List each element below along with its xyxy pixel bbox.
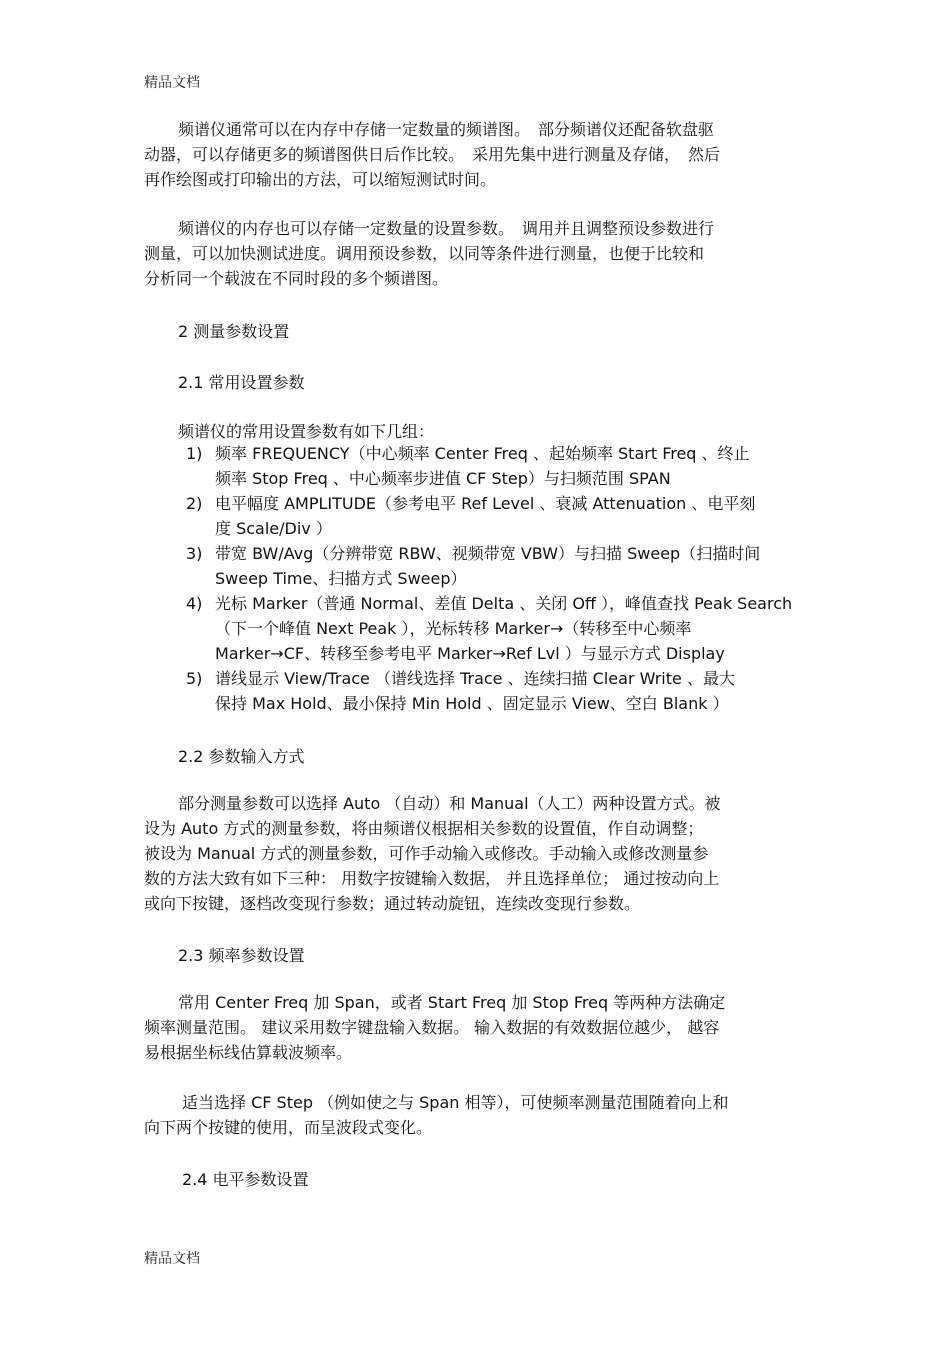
para22-line: 部分测量参数可以选择 Auto （自动）和 Manual（人工）两种设置方式。被 [178,794,721,813]
para1-line: 再作绘图或打印输出的方法，可以缩短测试时间。 [144,170,497,189]
list-number: 1) [186,444,203,463]
para24-line: 向下两个按键的使用，而呈波段式变化。 [144,1118,433,1137]
page-footer: 精品文档 [144,1251,200,1267]
page-header: 精品文档 [144,75,200,91]
para2-line: 分析同一个载波在不同时段的多个频谱图。 [144,269,449,288]
list-item-line: 谱线显示 View/Trace （谱线选择 Trace 、连续扫描 Clear Write 、最大 [215,669,735,688]
list-number: 4) [186,594,203,613]
list-number: 2) [186,494,203,513]
para2-line: 频谱仪的内存也可以存储一定数量的设置参数。 调用并且调整预设参数进行 [178,219,715,238]
intro-text: 频谱仪的常用设置参数有如下几组： [178,422,435,441]
section-heading: 2.4 电平参数设置 [182,1170,309,1189]
section-heading: 2 测量参数设置 [178,322,290,341]
list-item-line: 频率 Stop Freq 、中心频率步进值 CF Step）与扫频范围 SPAN [215,469,671,488]
para1-line: 动器，可以存储更多的频谱图供日后作比较。 采用先集中进行测量及存储， 然后 [144,145,721,164]
para23-line: 频率测量范围。 建议采用数字键盘输入数据。 输入数据的有效数据位越少， 越容 [144,1018,720,1037]
list-item-line: 频率 FREQUENCY（中心频率 Center Freq 、起始频率 Start Freq 、终止 [215,444,750,463]
list-item-line: Sweep Time、扫描方式 Sweep） [215,569,467,588]
list-item-line: Marker→CF、转移至参考电平 Marker→Ref Lvl ）与显示方式 Display [215,644,725,663]
para23-line: 常用 Center Freq 加 Span，或者 Start Freq 加 Stop Freq 等两种方法确定 [178,993,726,1012]
section-heading: 2.1 常用设置参数 [178,373,305,392]
list-item-line: （下一个峰值 Next Peak ），光标转移 Marker→（转移至中心频率 [215,619,692,638]
para2-line: 测量，可以加快测试进度。调用预设参数，以同等条件进行测量，也便于比较和 [144,244,705,263]
para23-line: 易根据坐标线估算载波频率。 [144,1043,353,1062]
para22-line: 或向下按键，逐档改变现行参数；通过转动旋钮，连续改变现行参数。 [144,894,641,913]
para1-line: 频谱仪通常可以在内存中存储一定数量的频谱图。 部分频谱仪还配备软盘驱 [178,120,715,139]
para22-line: 被设为 Manual 方式的测量参数，可作手动输入或修改。手动输入或修改测量参 [144,844,709,863]
para22-line: 设为 Auto 方式的测量参数，将由频谱仪根据相关参数的设置值，作自动调整； [144,819,704,838]
list-item-line: 保持 Max Hold、最小保持 Min Hold 、固定显示 View、空白 Blank ） [215,694,729,713]
list-number: 3) [186,544,203,563]
list-item-line: 带宽 BW/Avg（分辨带宽 RBW、视频带宽 VBW）与扫描 Sweep（扫描时间 [215,544,761,563]
list-item-line: 度 Scale/Div ） [215,519,332,538]
para22-line: 数的方法大致有如下三种： 用数字按键输入数据， 并且选择单位； 通过按动向上 [144,869,720,888]
list-item-line: 光标 Marker（普通 Normal、差值 Delta 、关闭 Off ），峰值查找 Peak Search [215,594,793,613]
para24-line: 适当选择 CF Step （例如使之与 Span 相等），可使频率测量范围随着向上和 [182,1093,729,1112]
list-item-line: 电平幅度 AMPLITUDE（参考电平 Ref Level 、衰减 Attenuation 、电平刻 [215,494,756,513]
section-heading: 2.2 参数输入方式 [178,747,305,766]
section-heading: 2.3 频率参数设置 [178,946,305,965]
list-number: 5) [186,669,203,688]
